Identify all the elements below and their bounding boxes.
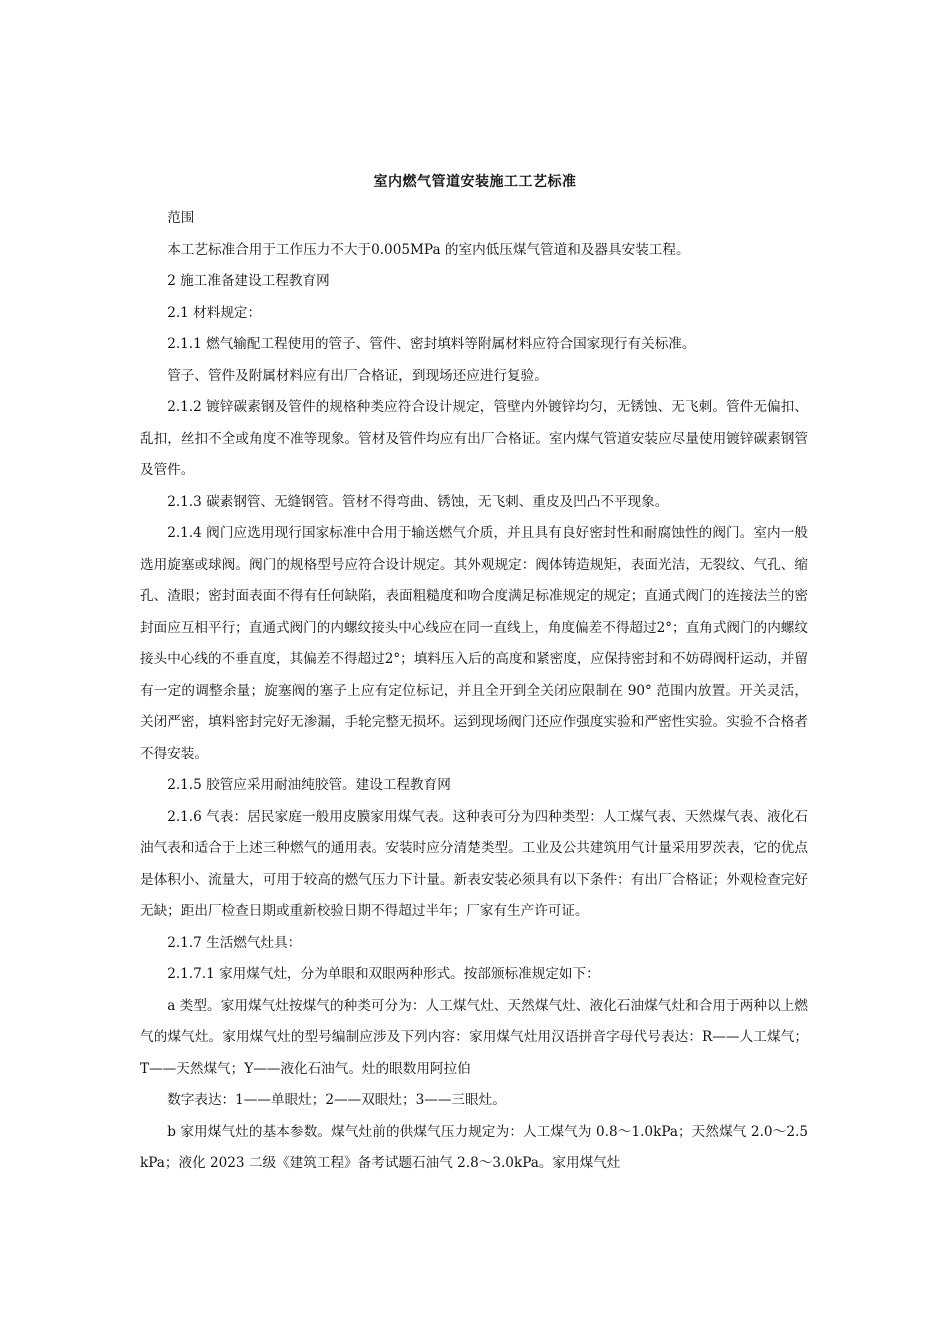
paragraph-2-1-1: 2.1.1 燃气输配工程使用的管子、管件、密封填料等附属材料应符合国家现行有关标准。	[167, 336, 696, 352]
paragraph-2-1-4: 2.1.4 阀门应选用现行国家标准中合用于输送燃气介质，并且具有良好密封性和耐腐蚀性的阀门。室内一般选用旋塞或球阀。阀门的规格型号应符合设计规定。其外观规定：阀体铸造规矩，表面光洁，无裂纹、气孔、缩孔、渣眼；密封面表面不得有任何缺陷，表面粗糙度和吻合度满足标准规定的规定；直通式阀门的连接法兰的密封面应互相平行；直通式阀门的内螺纹接头中心线应在同一直线上，角度偏差不得超过2°；直角式阀门的内螺纹接头中心线的不垂直度，其偏差不得超过2°；填料压入后的高度和紧密度，应保持密封和不妨碍阀杆运动，并留有一定的调整余量；旋塞阀的塞子上应有定位标记，并且全开到全关闭应限制在 90° 范围内放置。开关灵活，关闭严密，填料密封完好无渗漏，手轮完整无损坏。运到现场阀门还应作强度实验和严密性实验。实验不合格者不得安装。	[140, 525, 808, 762]
paragraph-2-1-5: 2.1.5 胶管应采用耐油纯胶管。建设工程教育网	[167, 777, 451, 793]
paragraph-2-1-3: 2.1.3 碳素钢管、无缝钢管。管材不得弯曲、锈蚀，无飞刺、重皮及凹凸不平现象。	[167, 493, 669, 510]
document-body	[140, 203, 808, 1180]
paragraph-2-1: 2.1 材料规定：	[167, 304, 262, 321]
paragraph-scope-text: 本工艺标准合用于工作压力不大于0.005MPa 的室内低压煤气管道和及器具安装工程。	[167, 241, 690, 258]
paragraph-2-1-7-1: 2.1.7.1 家用煤气灶，分为单眼和双眼两种形式。按部颁标准规定如下：	[167, 966, 600, 982]
paragraph-section-2: 2 施工准备建设工程教育网	[167, 273, 330, 289]
paragraph-scope-heading: 范围	[167, 210, 195, 226]
document-title: 室内燃气管道安装施工工艺标准	[373, 174, 577, 190]
paragraph-2-1-6: 2.1.6 气表：居民家庭一般用皮膜家用煤气表。这种表可分为四种类型：人工煤气表、天然煤气表、液化石油气表和适合于上述三种燃气的通用表。安装时应分清楚类型。工业及公共建筑用气计量采用罗茨表，它的优点是体积小、流量大，可用于较高的燃气压力下计量。新表安装必须具有以下条件：有出厂合格证；外观检查完好无缺；距出厂检查日期或重新校验日期不得超过半年；厂家有生产许可证。	[140, 808, 808, 919]
paragraph-item-a: a 类型。家用煤气灶按煤气的种类可分为：人工煤气灶、天然煤气灶、液化石油煤气灶和合用于两种以上燃气的煤气灶。家用煤气灶的型号编制应涉及下列内容：家用煤气灶用汉语拼音字母代号表达：R——人工煤气；T——天然煤气；Y——液化石油气。灶的眼数用阿拉伯	[140, 997, 808, 1077]
paragraph-item-b: b 家用煤气灶的基本参数。煤气灶前的供煤气压力规定为：人工煤气为 0.8～1.0kPa；天然煤气 2.0～2.5kPa；液化 2023 二级《建筑工程》备考试题石油气 2.8～3.0kPa。家用煤气灶	[140, 1123, 808, 1171]
paragraph-2-1-2: 2.1.2 镀锌碳素钢及管件的规格种类应符合设计规定，管壁内外镀锌均匀，无锈蚀、无飞刺。管件无偏扣、乱扣，丝扣不全或角度不准等现象。管材及管件均应有出厂合格证。室内煤气管道安装应尽量使用镀锌碳素钢管及管件。	[140, 399, 808, 478]
paragraph-item-a-cont: 数字表达：1——单眼灶；2——双眼灶；3——三眼灶。	[167, 1092, 506, 1108]
paragraph-2-1-7: 2.1.7 生活燃气灶具：	[167, 934, 302, 951]
paragraph-2-1-1-cont: 管子、管件及附属材料应有出厂合格证，到现场还应进行复验。	[167, 367, 548, 384]
